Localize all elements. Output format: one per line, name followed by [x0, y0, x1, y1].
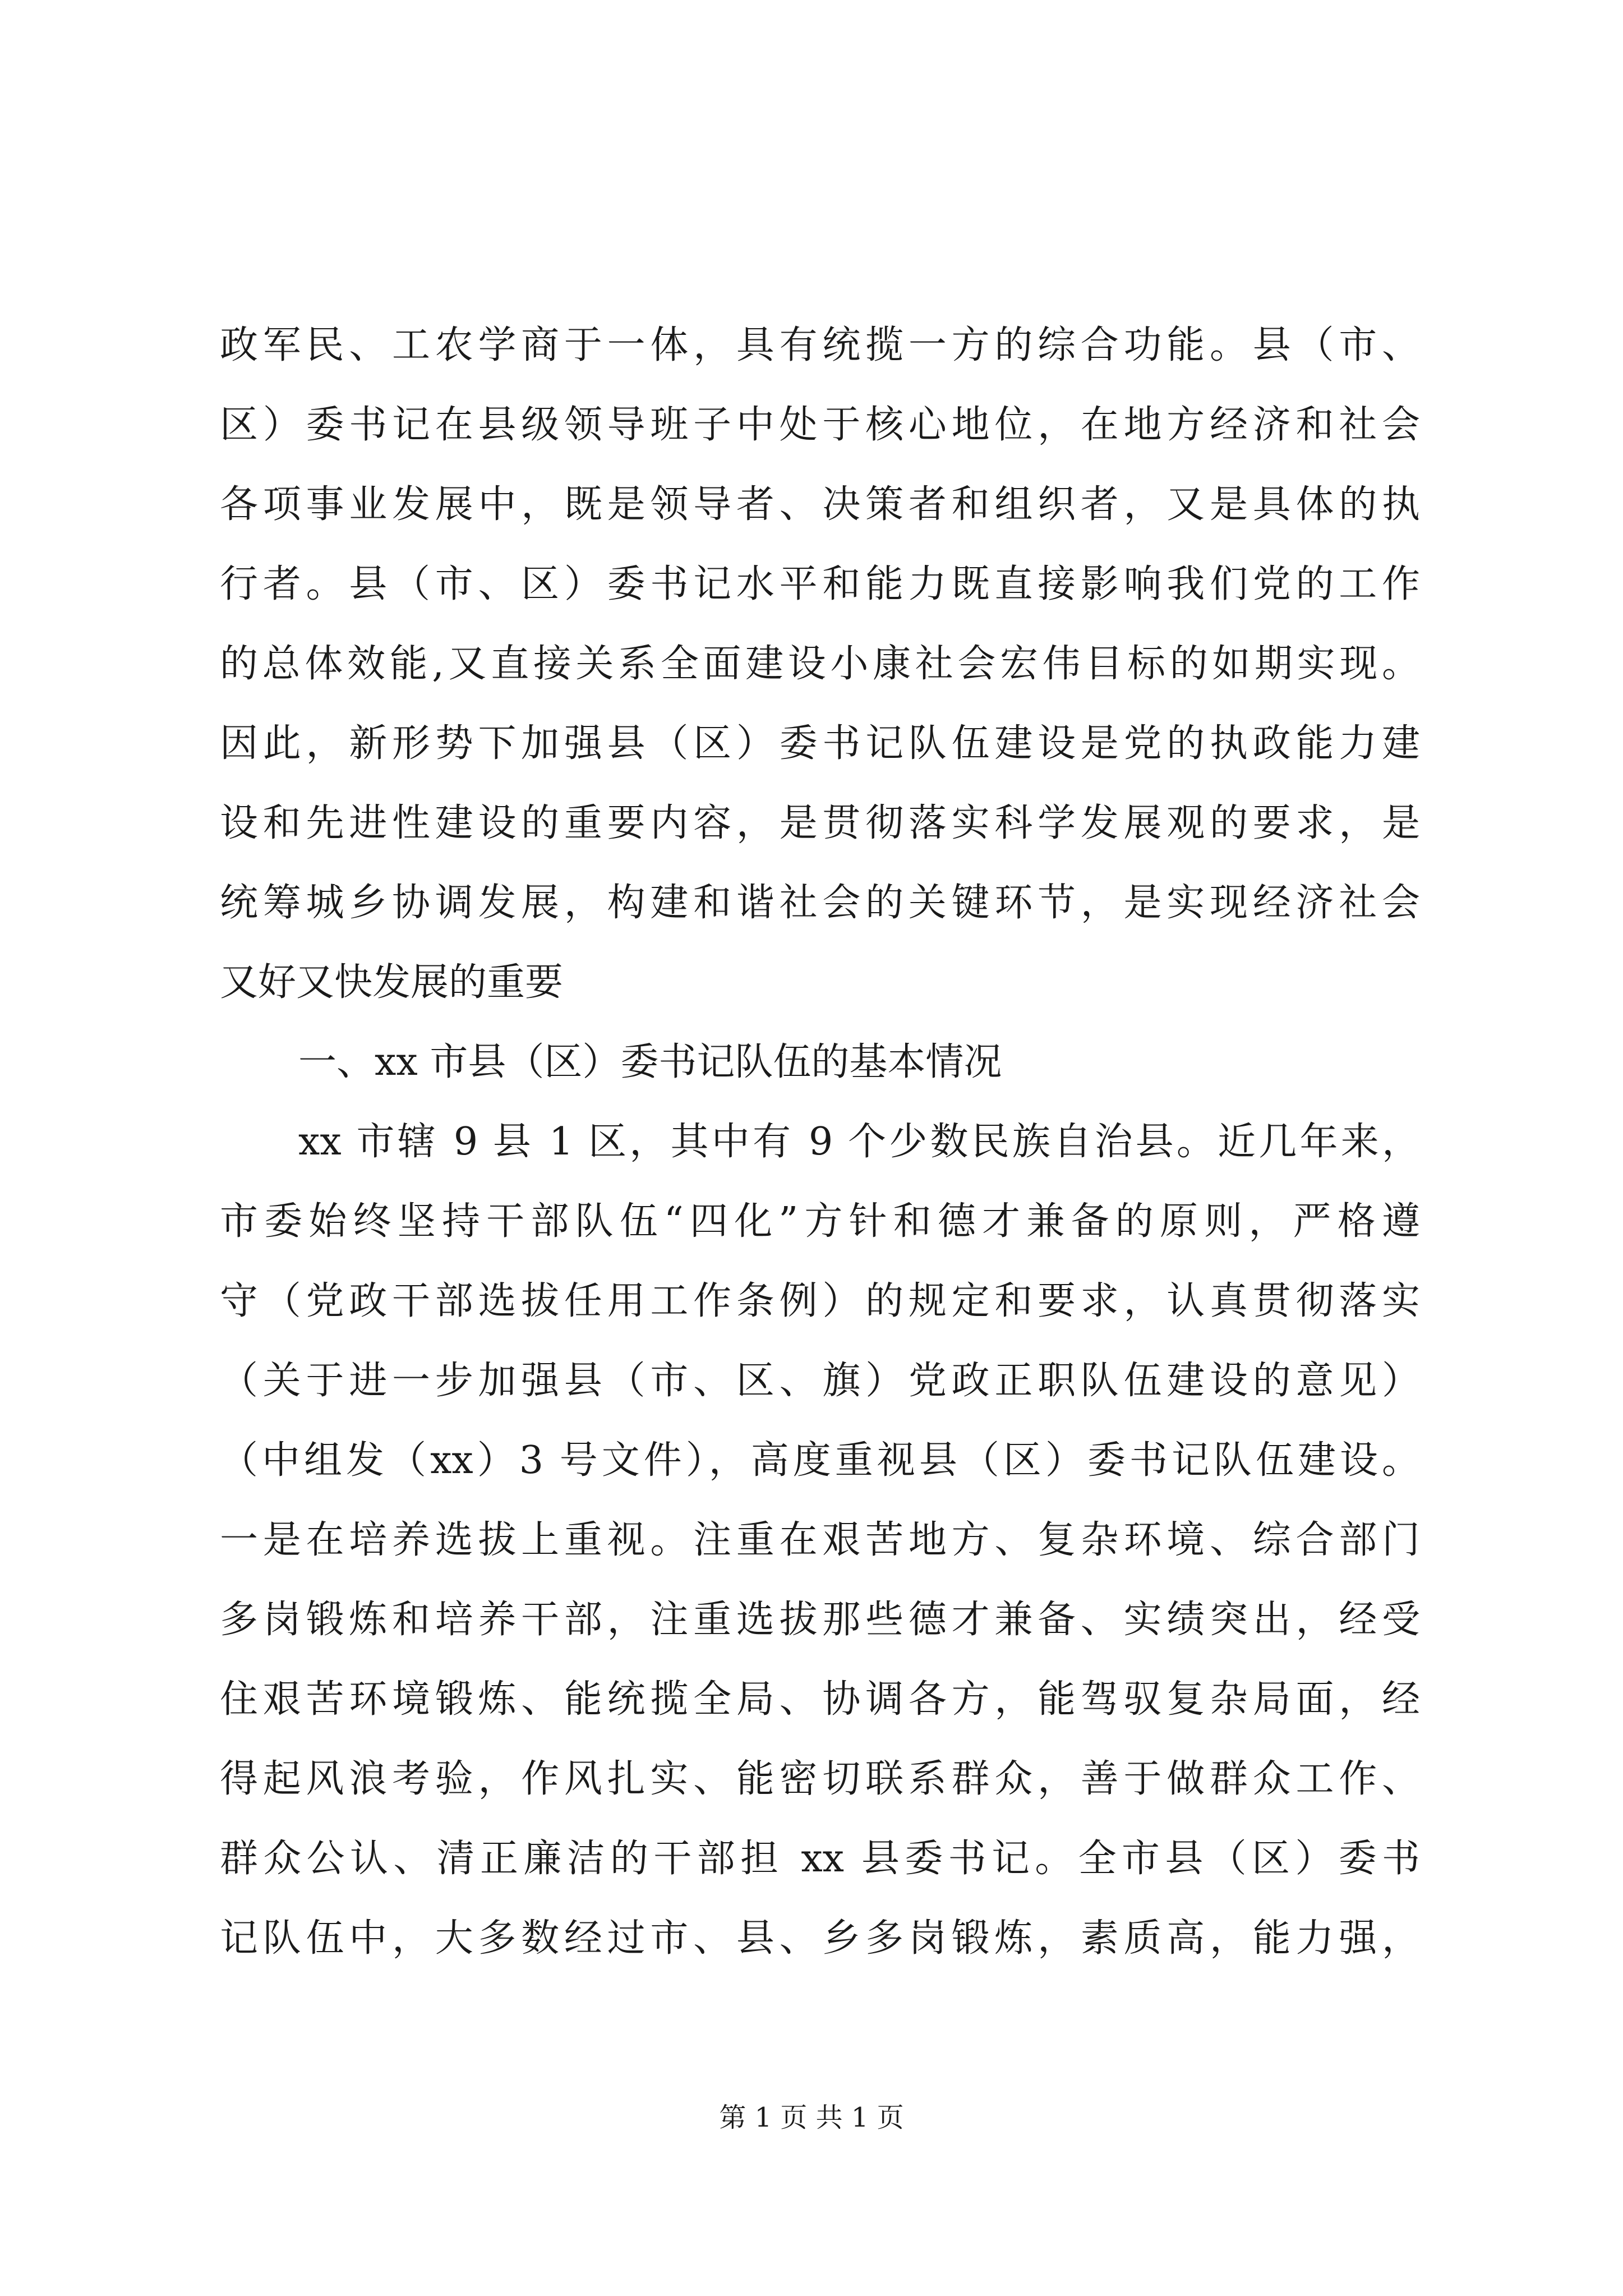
- paragraph-line: 因此，新形势下加强县（区）委书记队伍建设是党的执政能力建: [220, 721, 1420, 766]
- paragraph-line: 区）委书记在县级领导班子中处于核心地位，在地方经济和社会: [220, 403, 1420, 447]
- paragraph-line: 得起风浪考验，作风扎实、能密切联系群众，善于做群众工作、: [220, 1757, 1420, 1801]
- paragraph-line: 又好又快发展的重要: [220, 960, 564, 1005]
- paragraph-line: 多岗锻炼和培养干部，注重选拔那些德才兼备、实绩突出，经受: [220, 1598, 1420, 1642]
- section-heading: 一、xx 市县（区）委书记队伍的基本情况: [298, 1040, 1002, 1084]
- paragraph-line: 一是在培养选拔上重视。注重在艰苦地方、复杂环境、综合部门: [220, 1518, 1420, 1562]
- paragraph-line: 行者。县（市、区）委书记水平和能力既直接影响我们党的工作: [220, 562, 1420, 606]
- paragraph-line: 记队伍中，大多数经过市、县、乡多岗锻炼，素质高，能力强，: [220, 1916, 1420, 1961]
- paragraph-line: xx 市辖 9 县 1 区，其中有 9 个少数民族自治县。近几年来，: [298, 1120, 1420, 1164]
- page-footer: 第 1 页 共 1 页: [719, 2102, 904, 2133]
- paragraph-line: （关于进一步加强县（市、区、旗）党政正职队伍建设的意见）: [220, 1359, 1420, 1403]
- paragraph-line: （中组发（xx）3 号文件），高度重视县（区）委书记队伍建设。: [220, 1438, 1420, 1483]
- paragraph-line: 政军民、工农学商于一体，具有统揽一方的综合功能。县（市、: [220, 323, 1420, 367]
- paragraph-line: 群众公认、清正廉洁的干部担 xx 县委书记。全市县（区）委书: [220, 1837, 1420, 1881]
- paragraph-line: 市委始终坚持干部队伍“四化”方针和德才兼备的原则，严格遵: [220, 1199, 1420, 1244]
- paragraph-line: 设和先进性建设的重要内容，是贯彻落实科学发展观的要求，是: [220, 801, 1420, 845]
- paragraph-line: 守（党政干部选拔任用工作条例）的规定和要求，认真贯彻落实: [220, 1279, 1420, 1323]
- paragraph-line: 各项事业发展中，既是领导者、决策者和组织者，又是具体的执: [220, 482, 1420, 527]
- paragraph-line: 的总体效能,又直接关系全面建设小康社会宏伟目标的如期实现。: [220, 642, 1420, 686]
- paragraph-line: 统筹城乡协调发展，构建和谐社会的关键环节，是实现经济社会: [220, 881, 1420, 925]
- paragraph-line: 住艰苦环境锻炼、能统揽全局、协调各方，能驾驭复杂局面，经: [220, 1677, 1420, 1722]
